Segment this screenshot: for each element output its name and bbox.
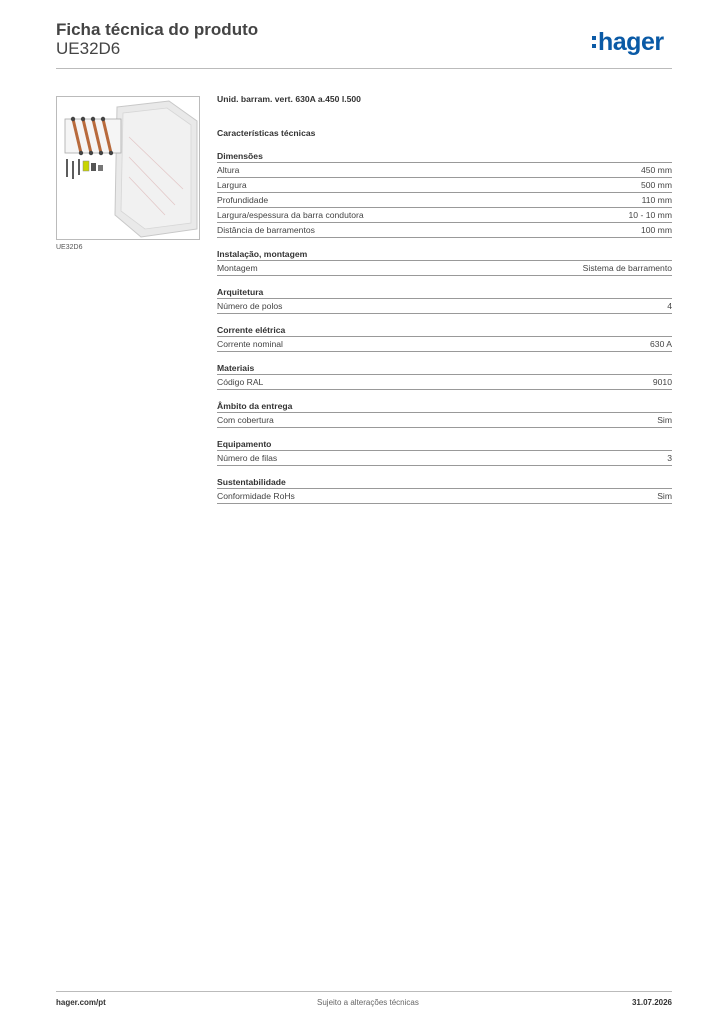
section-title: Materiais <box>217 362 672 375</box>
spec-value: 4 <box>667 301 672 311</box>
spec-value: 3 <box>667 453 672 463</box>
spec-value: Sim <box>657 491 672 501</box>
spec-label: Largura/espessura da barra condutora <box>217 210 364 220</box>
section-title: Âmbito da entrega <box>217 400 672 413</box>
image-caption: UE32D6 <box>56 244 83 251</box>
spec-label: Corrente nominal <box>217 339 283 349</box>
spec-section <box>217 362 672 390</box>
characteristics-title: Características técnicas <box>217 128 316 138</box>
spec-row <box>217 489 672 504</box>
footer-website-link[interactable]: hager.com/pt <box>56 998 106 1007</box>
spec-label: Altura <box>217 165 240 175</box>
spec-row <box>217 223 672 238</box>
section-title: Instalação, montagem <box>217 248 672 261</box>
spec-section <box>217 248 672 276</box>
section-title: Sustentabilidade <box>217 476 672 489</box>
spec-value: 500 mm <box>640 180 672 190</box>
section-title: Equipamento <box>217 438 672 451</box>
spec-value: 630 A <box>650 339 672 349</box>
busbar-unit-icon <box>57 97 200 240</box>
section-title: Corrente elétrica <box>217 324 672 337</box>
page-title: Ficha técnica do produto <box>56 20 259 39</box>
spec-label: Montagem <box>217 263 258 273</box>
spec-label: Profundidade <box>217 195 269 205</box>
spec-label: Código RAL <box>217 377 264 387</box>
spec-label: Com cobertura <box>217 415 274 425</box>
spec-section <box>217 150 672 238</box>
footer-divider <box>56 991 672 992</box>
spec-row <box>217 193 672 208</box>
spec-section <box>217 476 672 504</box>
section-title: Arquitetura <box>217 286 672 299</box>
spec-label: Conformidade RoHs <box>217 491 295 501</box>
spec-label: Distância de barramentos <box>217 225 315 235</box>
spec-row <box>217 375 672 390</box>
logo-dots-icon <box>592 36 596 48</box>
spec-row <box>217 337 672 352</box>
spec-row <box>217 299 672 314</box>
logo-text: hager <box>598 27 664 56</box>
hager-logo[interactable] <box>592 27 664 57</box>
spec-value: 100 mm <box>640 225 672 235</box>
spec-row <box>217 178 672 193</box>
section-title: Dimensões <box>217 150 672 163</box>
spec-section <box>217 438 672 466</box>
spec-section <box>217 400 672 428</box>
spec-row <box>217 413 672 428</box>
spec-value: Sistema de barramento <box>582 263 672 273</box>
product-name: Unid. barram. vert. 630A a.450 l.500 <box>217 94 361 104</box>
spec-content <box>217 92 672 504</box>
spec-value: Sim <box>657 415 672 425</box>
spec-value: 9010 <box>652 377 672 387</box>
footer-date: 31.07.2026 <box>631 998 672 1007</box>
spec-label: Número de filas <box>217 453 278 463</box>
spec-section <box>217 286 672 314</box>
spec-value: 450 mm <box>640 165 672 175</box>
spec-row <box>217 451 672 466</box>
spec-sections <box>217 150 672 504</box>
spec-value: 110 mm <box>641 195 672 205</box>
spec-label: Largura <box>217 180 247 190</box>
spec-row <box>217 261 672 276</box>
spec-section <box>217 324 672 352</box>
spec-value: 10 - 10 mm <box>628 210 672 220</box>
footer-notice: Sujeito a alterações técnicas <box>317 998 419 1007</box>
spec-label: Número de polos <box>217 301 283 311</box>
header-divider <box>56 68 672 69</box>
spec-row <box>217 208 672 223</box>
product-image <box>56 96 200 240</box>
spec-row <box>217 163 672 178</box>
product-code: UE32D6 <box>56 39 121 58</box>
